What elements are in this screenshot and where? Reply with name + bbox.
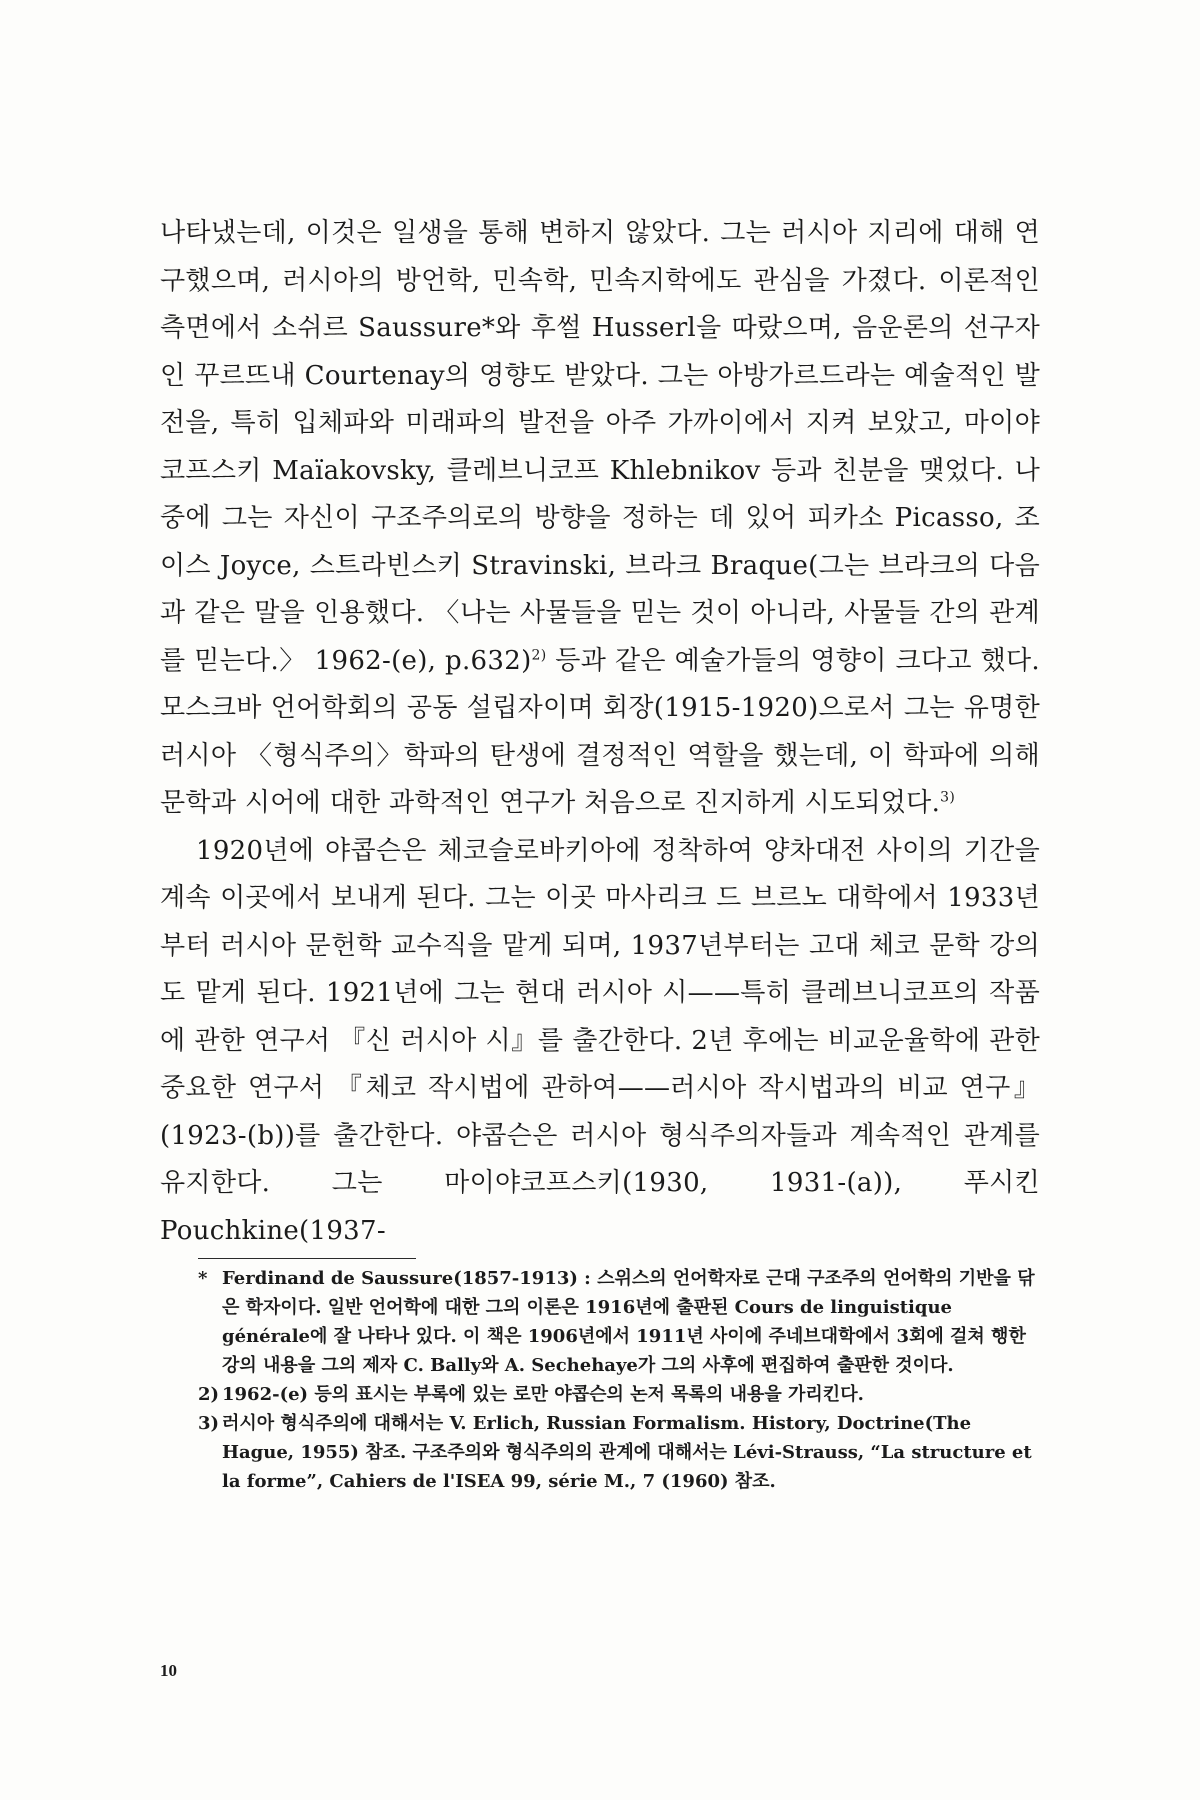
footnote-item — [198, 1380, 1038, 1409]
footnote-text: 러시아 형식주의에 대해서는 V. Erlich, Russian Formalism. History, Doctrine(The Hague, 1955) 참조. 구조주의와 형식주의의 관계에 대해서는 Lévi-Strauss, “La structure et la forme”, Cahiers de l'ISEA 99, série M., 7 (1960) 참조. — [222, 1413, 1032, 1492]
footnotes — [198, 1264, 1038, 1496]
paragraph-text: 1920년에 야콥슨은 체코슬로바키아에 정착하여 양차대전 사이의 기간을 계속 이곳에서 보내게 된다. 그는 이곳 마사리크 드 브르노 대학에서 1933년부터 러시아 문헌학 교수직을 맡게 되며, 1937년부터는 고대 체코 문학 강의도 맡게 된다. 1921년에 그는 현대 러시아 시——특히 클레브니코프의 작품에 관한 연구서 『신 러시아 시』를 출간한다. 2년 후에는 비교운율학에 관한 중요한 연구서 『체코 작시법에 관하여——러시아 작시법과의 비교 연구』(1923-(b))를 출간한다. 야콥슨은 러시아 형식주의자들과 계속적인 관계를 유지한다. 그는 마이야코프스키(1930, 1931-(a)), 푸시킨 Pouchkine(1937- — [160, 835, 1040, 1246]
paragraph-text: 나타냈는데, 이것은 일생을 통해 변하지 않았다. 그는 러시아 지리에 대해 연구했으며, 러시아의 방언학, 민속학, 민속지학에도 관심을 가졌다. 이론적인 측면에서 소쉬르 Saussure*와 후썰 Husserl을 따랐으며, 음운론의 선구자인 꾸르뜨내 Courtenay의 영향도 받았다. 그는 아방가르드라는 예술적인 발전을, 특히 입체파와 미래파의 발전을 아주 가까이에서 지켜 보았고, 마이야코프스키 Maïakovsky, 클레브니코프 Khlebnikov 등과 친분을 맺었다. 나중에 그는 자신이 구조주의로의 방향을 정하는 데 있어 피카소 Picasso, 조이스 Joyce, 스트라빈스키 Stravinski, 브라크 Braque(그는 브라크의 다음과 같은 말을 인용했다. 〈나는 사물들을 믿는 것이 아니라, 사물들 간의 관계를 믿는다.〉 1962-(e), p.632) — [160, 218, 1040, 676]
footnote-item — [198, 1409, 1038, 1496]
footnote-ref-3: 3) — [940, 789, 956, 806]
footnote-text: Ferdinand de Saussure(1857-1913) : 스위스의 언어학자로 근대 구조주의 언어학의 기반을 닦은 학자이다. 일반 언어학에 대한 그의 이론은 1916년에 출판된 Cours de linguistique générale에 잘 나타나 있다. 이 책은 1906년에서 1911년 사이에 주네브대학에서 3회에 걸쳐 행한 강의 내용을 그의 제자 C. Bally와 A. Sechehaye가 그의 사후에 편집하여 출판한 것이다. — [222, 1268, 1035, 1376]
page-number: 10 — [160, 1661, 177, 1680]
main-text — [160, 210, 1040, 1255]
body-paragraph — [160, 210, 1040, 828]
footnote-rule — [198, 1258, 416, 1259]
footnote-item — [198, 1264, 1038, 1380]
paragraph-text-continued: 등과 같은 예술가들의 영향이 크다고 했다. 모스크바 언어학회의 공동 설립자이며 회장(1915-1920)으로서 그는 유명한 러시아 〈형식주의〉학파의 탄생에 결정적인 역할을 했는데, 이 학파에 의해 문학과 시어에 대한 과학적인 연구가 처음으로 진지하게 시도되었다. — [160, 645, 1040, 818]
footnote-ref-2: 2) — [531, 646, 547, 663]
footnote-marker: 3) — [198, 1413, 220, 1434]
footnote-marker: * — [198, 1268, 208, 1289]
body-paragraph — [160, 828, 1040, 1256]
footnote-text: 1962-(e) 등의 표시는 부록에 있는 로만 야콥슨의 논저 목록의 내용을 가리킨다. — [222, 1384, 864, 1405]
footnote-marker: 2) — [198, 1384, 220, 1405]
